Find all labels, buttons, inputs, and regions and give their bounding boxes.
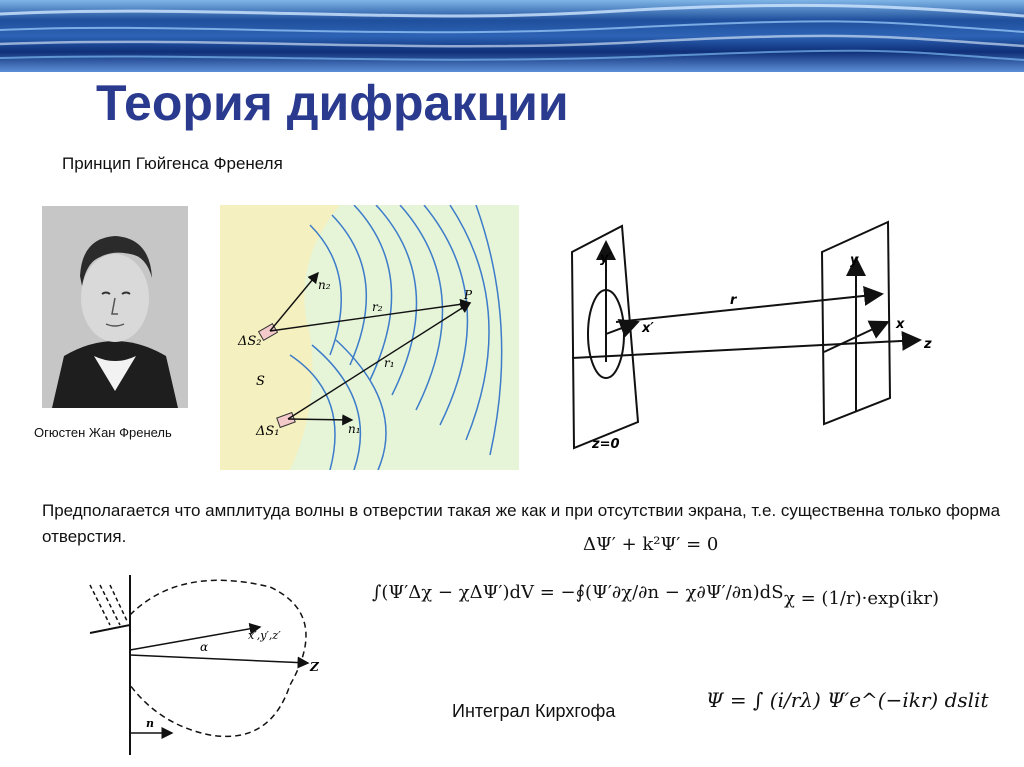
kirchhoff-label: Интеграл Кирхгофа: [452, 701, 616, 721]
huygens-diagram: [220, 205, 519, 470]
label-r: r: [730, 293, 737, 308]
equation-chi: χ = (1/r)·exp(ikr): [784, 588, 939, 609]
aperture-screen-diagram: [560, 212, 940, 462]
equation-helmholtz: ΔΨ′ + k²Ψ′ = 0: [583, 534, 719, 555]
slide-subtitle: Принцип Гюйгенса Френеля: [62, 154, 283, 173]
assumption-note: Предполагается что амплитуда волны в отверстии такая же как и при отсутствии экрана, т.е. существенна только форма отверстия.: [42, 501, 1001, 546]
label-ds1: ΔS₁: [256, 424, 280, 439]
label-ds2: ΔS₂: [238, 334, 262, 349]
label-x: x: [896, 317, 905, 332]
slide-title: Теория дифракции: [96, 75, 569, 131]
label-z0: z=0: [592, 437, 620, 452]
radiation-lobe-diagram: [70, 575, 340, 755]
portrait-caption: Огюстен Жан Френель: [34, 425, 172, 440]
label-y: y: [850, 253, 859, 268]
label-n1: n₁: [348, 422, 361, 436]
label-z-axis: Z: [310, 660, 319, 674]
label-z: z: [924, 337, 932, 352]
equation-kirchhoff: Ψ = ∫ (i/rλ) Ψ′e^(−ikr) dslit: [706, 688, 989, 712]
label-y-prime: y′: [600, 251, 612, 266]
equation-green: ∫(Ψ′Δχ − χΔΨ′)dV = −∮(Ψ′∂χ/∂n − χ∂Ψ′/∂n)dS: [372, 582, 784, 603]
label-r1: r₁: [384, 356, 395, 370]
label-point: x′,y′,z′: [248, 629, 281, 642]
label-r2: r₂: [372, 300, 383, 314]
label-x-prime: x′: [642, 321, 654, 336]
label-p: P: [464, 288, 473, 302]
label-n2: n₂: [318, 278, 331, 292]
label-s: S: [256, 374, 265, 389]
fresnel-portrait: [42, 206, 188, 408]
label-alpha: α: [200, 640, 209, 654]
label-n-vector: n: [146, 717, 154, 730]
header-banner: [0, 0, 1024, 72]
